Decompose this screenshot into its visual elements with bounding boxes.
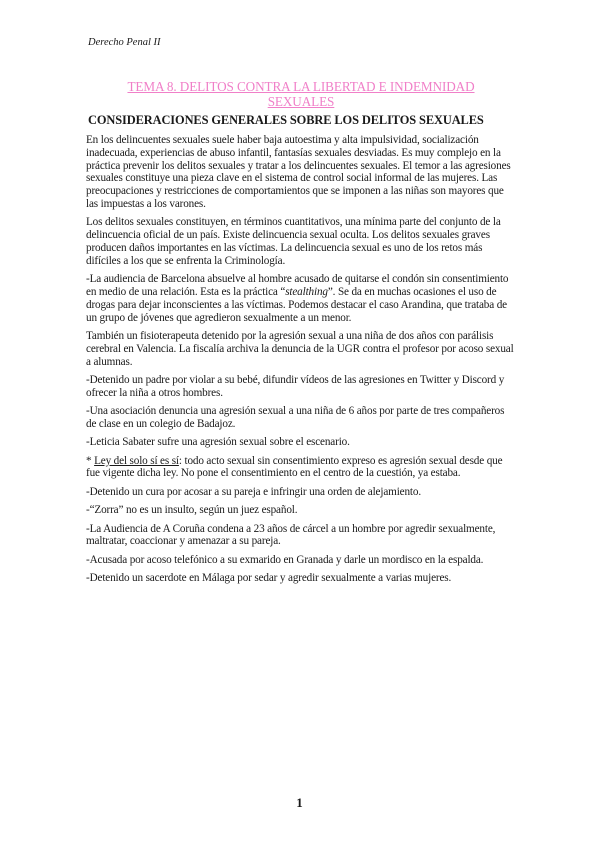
body-text [86, 134, 514, 591]
running-header: Derecho Penal II [88, 37, 161, 48]
paragraph-13: -Detenido un sacerdote en Málaga por sedar y agredir sexualmente a varias mujeres. [86, 572, 452, 585]
page-number: 1 [296, 795, 303, 810]
paragraph-6: -Una asociación denuncia una agresión sexual a una niña de 6 años por parte de tres compañeros de clase en un colegio de Badajoz. [86, 405, 505, 430]
paragraph-3-text-a: -La audiencia de Barcelona absuelve al hombre acusado de quitarse el condón sin consentimiento en medio de una relación. Esta es la práctica “ [86, 273, 509, 298]
paragraph-1: En los delincuentes sexuales suele haber baja autoestima y alta impulsividad, socialización inadecuada, experiencias de abuso infantil, fantasías sexuales desviadas. Es muy complejo en la práctica prevenir los delitos sexuales y tratar a los delincuentes sexuales. El temor a las agresiones sexuales constituye una pieza clave en el sistema de control social informal de las mujeres. Las preocupaciones y restricciones de comportamientos que se imponen a las niñas son mayores que las impuestas a los varones. [86, 134, 511, 210]
paragraph-4: También un fisioterapeuta detenido por la agresión sexual a una niña de dos años con parálisis cerebral en Valencia. La fiscalía archiva la denuncia de la UGR contra el profesor por acoso sexual a alumnas. [86, 329, 514, 368]
paragraph-9: -Detenido un cura por acosar a su pareja e infringir una orden de alejamiento. [86, 485, 421, 498]
paragraph-8 [86, 455, 514, 481]
section-heading: CONSIDERACIONES GENERALES SOBRE LOS DELITOS SEXUALES [88, 113, 484, 127]
paragraph-8-text: : todo acto sexual sin consentimiento expreso es agresión sexual desde que fue vigente dicha ley. No pone el consentimiento en el centro de la cuestión, ya estaba. [86, 454, 503, 480]
paragraph-10: -“Zorra” no es un insulto, según un juez español. [86, 504, 298, 517]
chapter-title: TEMA 8. DELITOS CONTRA LA LIBERTAD E INDEMNIDAD SEXUALES [127, 79, 475, 109]
paragraph-7: -Leticia Sabater sufre una agresión sexual sobre el escenario. [86, 436, 350, 449]
paragraph-3-text-b: ”. Se da en muchas ocasiones el uso de drogas para dejar inconscientes a las víctimas. Podemos destacar el caso Arandina, que trataba de un grupo de jóvenes que agredieron sexualmente a un menor. [86, 285, 507, 324]
stealthing-term: stealthing [285, 285, 328, 298]
paragraph-2: Los delitos sexuales constituyen, en términos cuantitativos, una mínima parte del conjunto de la delincuencia oficial de un país. Existe delincuencia sexual oculta. Los delitos sexuales graves producen daños importantes en las víctimas. La delincuencia sexual es uno de los retos más difíciles a los que se enfrenta la Criminología. [86, 216, 501, 267]
paragraph-5: -Detenido un padre por violar a su bebé, difundir vídeos de las agresiones en Twitter y Discord y ofrecer la niña a otros hombres. [86, 373, 505, 399]
paragraph-12: -Acusada por acoso telefónico a su exmarido en Granada y darle un mordisco en la espalda. [86, 553, 484, 566]
paragraph-3 [86, 273, 514, 324]
law-name: Ley del solo sí es sí [94, 454, 179, 467]
paragraph-11: -La Audiencia de A Coruña condena a 23 años de cárcel a un hombre por agredir sexualmente, maltratar, coaccionar y amenazar a su pareja. [86, 522, 496, 548]
paragraph-8-bullet: * [86, 454, 95, 467]
